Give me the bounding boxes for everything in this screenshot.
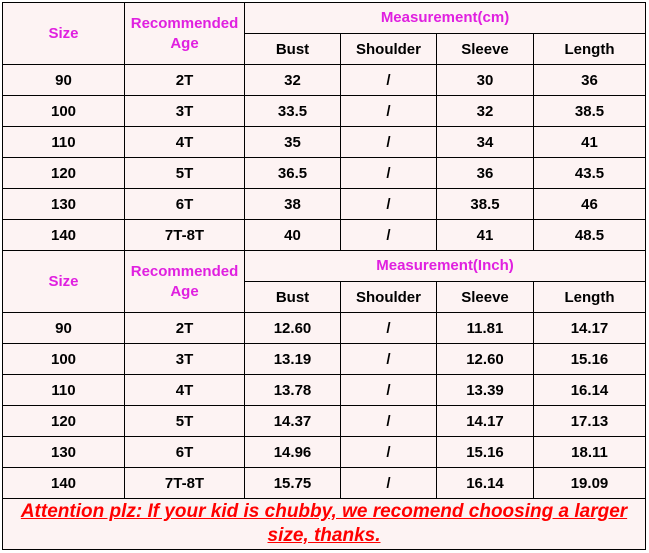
inch-sleeve-cell: 11.81 bbox=[437, 313, 534, 344]
cm-size-cell: 100 bbox=[3, 96, 125, 127]
inch-size-header: Size bbox=[3, 251, 125, 313]
cm-col-sleeve: Sleeve bbox=[437, 34, 534, 65]
cm-col-shoulder: Shoulder bbox=[341, 34, 437, 65]
inch-col-length: Length bbox=[534, 282, 646, 313]
inch-age-cell: 3T bbox=[125, 344, 245, 375]
cm-bust-cell: 33.5 bbox=[245, 96, 341, 127]
inch-length-cell: 19.09 bbox=[534, 468, 646, 499]
inch-header-row bbox=[3, 251, 646, 282]
inch-length-cell: 17.13 bbox=[534, 406, 646, 437]
cm-col-bust: Bust bbox=[245, 34, 341, 65]
cm-sleeve-cell: 38.5 bbox=[437, 189, 534, 220]
inch-shoulder-cell: / bbox=[341, 313, 437, 344]
table-row bbox=[3, 344, 646, 375]
inch-age-cell: 4T bbox=[125, 375, 245, 406]
inch-age-cell: 6T bbox=[125, 437, 245, 468]
inch-size-cell: 90 bbox=[3, 313, 125, 344]
inch-age-header: Recommended Age bbox=[125, 251, 245, 313]
cm-age-cell: 5T bbox=[125, 158, 245, 189]
table-row bbox=[3, 375, 646, 406]
table-row bbox=[3, 158, 646, 189]
table-row bbox=[3, 437, 646, 468]
inch-rows bbox=[3, 313, 646, 499]
inch-length-cell: 15.16 bbox=[534, 344, 646, 375]
cm-length-cell: 36 bbox=[534, 65, 646, 96]
inch-bust-cell: 14.96 bbox=[245, 437, 341, 468]
inch-sleeve-cell: 15.16 bbox=[437, 437, 534, 468]
inch-size-cell: 130 bbox=[3, 437, 125, 468]
cm-size-cell: 110 bbox=[3, 127, 125, 158]
cm-size-cell: 120 bbox=[3, 158, 125, 189]
cm-bust-cell: 38 bbox=[245, 189, 341, 220]
cm-rows bbox=[3, 65, 646, 251]
inch-shoulder-cell: / bbox=[341, 344, 437, 375]
note-row bbox=[3, 499, 646, 550]
inch-age-cell: 7T-8T bbox=[125, 468, 245, 499]
cm-shoulder-cell: / bbox=[341, 96, 437, 127]
size-chart bbox=[2, 2, 645, 550]
inch-size-cell: 110 bbox=[3, 375, 125, 406]
table-row bbox=[3, 406, 646, 437]
table-row bbox=[3, 220, 646, 251]
inch-age-cell: 5T bbox=[125, 406, 245, 437]
inch-bust-cell: 14.37 bbox=[245, 406, 341, 437]
cm-shoulder-cell: / bbox=[341, 65, 437, 96]
inch-length-cell: 16.14 bbox=[534, 375, 646, 406]
inch-bust-cell: 15.75 bbox=[245, 468, 341, 499]
cm-length-cell: 48.5 bbox=[534, 220, 646, 251]
cm-sleeve-cell: 36 bbox=[437, 158, 534, 189]
cm-age-cell: 7T-8T bbox=[125, 220, 245, 251]
cm-bust-cell: 32 bbox=[245, 65, 341, 96]
inch-sleeve-cell: 13.39 bbox=[437, 375, 534, 406]
inch-age-cell: 2T bbox=[125, 313, 245, 344]
inch-shoulder-cell: / bbox=[341, 406, 437, 437]
cm-shoulder-cell: / bbox=[341, 189, 437, 220]
inch-size-cell: 100 bbox=[3, 344, 125, 375]
inch-bust-cell: 13.19 bbox=[245, 344, 341, 375]
cm-age-cell: 6T bbox=[125, 189, 245, 220]
inch-sleeve-cell: 14.17 bbox=[437, 406, 534, 437]
cm-sleeve-cell: 34 bbox=[437, 127, 534, 158]
inch-length-cell: 14.17 bbox=[534, 313, 646, 344]
table-row bbox=[3, 313, 646, 344]
table-row bbox=[3, 127, 646, 158]
cm-age-cell: 2T bbox=[125, 65, 245, 96]
inch-shoulder-cell: / bbox=[341, 437, 437, 468]
cm-shoulder-cell: / bbox=[341, 158, 437, 189]
inch-bust-cell: 13.78 bbox=[245, 375, 341, 406]
cm-age-cell: 3T bbox=[125, 96, 245, 127]
inch-sleeve-cell: 12.60 bbox=[437, 344, 534, 375]
cm-length-cell: 46 bbox=[534, 189, 646, 220]
table-row bbox=[3, 65, 646, 96]
table-row bbox=[3, 468, 646, 499]
cm-size-cell: 130 bbox=[3, 189, 125, 220]
table-row bbox=[3, 189, 646, 220]
inch-col-bust: Bust bbox=[245, 282, 341, 313]
cm-length-cell: 38.5 bbox=[534, 96, 646, 127]
cm-bust-cell: 35 bbox=[245, 127, 341, 158]
table-row bbox=[3, 96, 646, 127]
inch-bust-cell: 12.60 bbox=[245, 313, 341, 344]
cm-measurement-header: Measurement(cm) bbox=[245, 3, 646, 34]
size-table bbox=[2, 2, 646, 550]
cm-length-cell: 41 bbox=[534, 127, 646, 158]
cm-size-header: Size bbox=[3, 3, 125, 65]
inch-col-shoulder: Shoulder bbox=[341, 282, 437, 313]
cm-sleeve-cell: 32 bbox=[437, 96, 534, 127]
inch-sleeve-cell: 16.14 bbox=[437, 468, 534, 499]
cm-bust-cell: 36.5 bbox=[245, 158, 341, 189]
cm-sleeve-cell: 30 bbox=[437, 65, 534, 96]
cm-size-cell: 140 bbox=[3, 220, 125, 251]
inch-size-cell: 140 bbox=[3, 468, 125, 499]
inch-measurement-header: Measurement(Inch) bbox=[245, 251, 646, 282]
inch-shoulder-cell: / bbox=[341, 375, 437, 406]
cm-age-header: Recommended Age bbox=[125, 3, 245, 65]
cm-sleeve-cell: 41 bbox=[437, 220, 534, 251]
inch-col-sleeve: Sleeve bbox=[437, 282, 534, 313]
cm-size-cell: 90 bbox=[3, 65, 125, 96]
cm-shoulder-cell: / bbox=[341, 220, 437, 251]
cm-header-row bbox=[3, 3, 646, 34]
inch-length-cell: 18.11 bbox=[534, 437, 646, 468]
inch-size-cell: 120 bbox=[3, 406, 125, 437]
cm-age-cell: 4T bbox=[125, 127, 245, 158]
chubby-note: Attention plz: If your kid is chubby, we recomend choosing a larger size, thanks. bbox=[3, 499, 646, 550]
cm-col-length: Length bbox=[534, 34, 646, 65]
cm-shoulder-cell: / bbox=[341, 127, 437, 158]
inch-shoulder-cell: / bbox=[341, 468, 437, 499]
cm-bust-cell: 40 bbox=[245, 220, 341, 251]
cm-length-cell: 43.5 bbox=[534, 158, 646, 189]
